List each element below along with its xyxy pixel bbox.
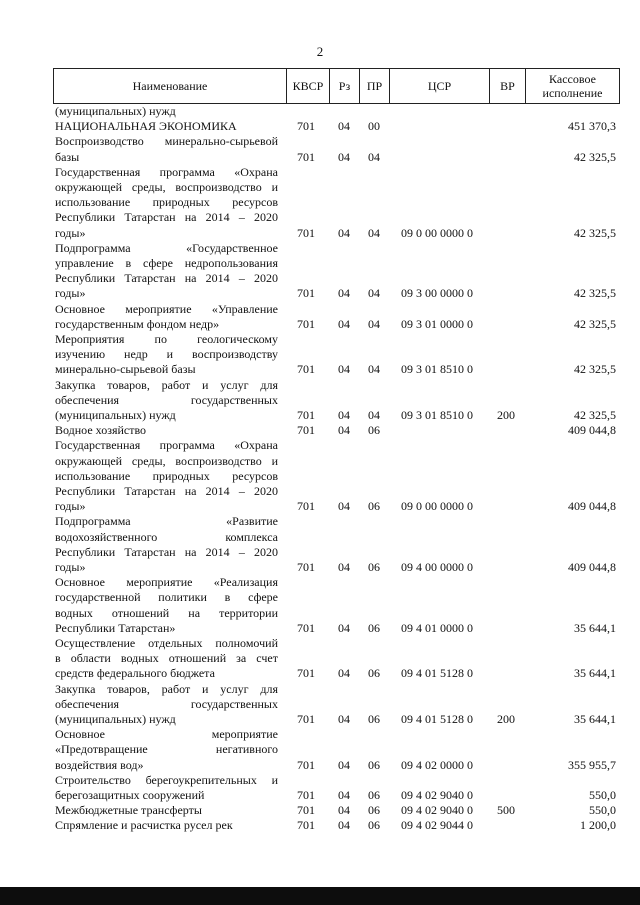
row-name-line: Государственная программа «Охрана	[55, 438, 278, 453]
table-row	[0, 423, 640, 438]
row-rz: 04	[338, 286, 350, 301]
row-name-line: в области водных отношений за счет	[55, 651, 278, 666]
row-kvsr: 701	[297, 423, 315, 438]
row-name	[55, 241, 278, 302]
row-name	[55, 636, 278, 682]
table-row	[0, 773, 640, 803]
row-name-line: использование природных ресурсов	[55, 468, 278, 483]
row-name-line: (муниципальных) нужд	[55, 104, 176, 118]
row-name-line: Республики Татарстан на 2014 – 2020	[55, 483, 278, 498]
table-row	[0, 378, 640, 424]
row-rz: 04	[338, 757, 350, 772]
row-name-line: Государственная программа «Охрана	[55, 164, 278, 179]
table-row	[0, 818, 640, 833]
table-header	[53, 68, 620, 104]
row-name	[55, 104, 278, 119]
row-pr: 06	[368, 620, 380, 635]
row-sum: 409 044,8	[568, 499, 616, 514]
row-pr: 06	[368, 499, 380, 514]
row-name-line: годы»	[55, 286, 86, 301]
row-pr: 00	[368, 119, 380, 134]
row-kvsr: 701	[297, 225, 315, 240]
header-sum	[526, 69, 620, 104]
row-pr: 06	[368, 757, 380, 772]
header-csr: ЦСР	[390, 69, 490, 104]
row-name-line: годы»	[55, 225, 86, 240]
row-name	[55, 119, 278, 134]
row-kvsr: 701	[297, 757, 315, 772]
row-sum: 451 370,3	[568, 119, 616, 134]
row-name-line: базы	[55, 149, 80, 164]
scan-bottom-edge	[0, 887, 640, 905]
header-rz: Рз	[330, 69, 360, 104]
row-name-line: государственной политики в сфере	[55, 590, 278, 605]
row-sum: 42 325,5	[574, 407, 616, 422]
row-name-line: Республики Татарстан на 2014 – 2020	[55, 210, 278, 225]
row-pr: 06	[368, 803, 380, 818]
row-rz: 04	[338, 711, 350, 726]
row-rz: 04	[338, 499, 350, 514]
row-name	[55, 575, 278, 636]
row-name-line: НАЦИОНАЛЬНАЯ ЭКОНОМИКА	[55, 119, 237, 134]
table-row	[0, 575, 640, 636]
row-vr: 500	[497, 803, 515, 818]
table-row	[0, 302, 640, 332]
row-csr: 09 4 02 9040 0	[401, 803, 473, 818]
row-name-line: изучению недр и воспроизводству	[55, 347, 278, 362]
row-sum: 550,0	[589, 803, 616, 818]
row-name	[55, 423, 278, 438]
row-name-line: Подпрограмма «Развитие	[55, 514, 278, 529]
row-kvsr: 701	[297, 149, 315, 164]
row-csr: 09 4 02 9040 0	[401, 787, 473, 802]
row-sum: 42 325,5	[574, 362, 616, 377]
row-name-line: Основное мероприятие «Управление	[55, 301, 278, 316]
row-kvsr: 701	[297, 818, 315, 833]
row-csr: 09 4 01 5128 0	[401, 711, 473, 726]
table-row	[0, 165, 640, 241]
row-name-line: берегозащитных сооружений	[55, 787, 205, 802]
row-name-line: (муниципальных) нужд	[55, 407, 176, 422]
row-rz: 04	[338, 787, 350, 802]
row-name	[55, 134, 278, 164]
row-name-line: Закупка товаров, работ и услуг для	[55, 377, 278, 392]
row-name-line: водохозяйственного комплекса	[55, 529, 278, 544]
row-vr: 200	[497, 711, 515, 726]
header-kvsr: КВСР	[287, 69, 330, 104]
table-row	[0, 104, 640, 119]
row-pr: 04	[368, 362, 380, 377]
row-rz: 04	[338, 620, 350, 635]
row-kvsr: 701	[297, 559, 315, 574]
row-rz: 04	[338, 818, 350, 833]
row-kvsr: 701	[297, 119, 315, 134]
row-name-line: водных отношений на территории	[55, 605, 278, 620]
row-name-line: минерально-сырьевой базы	[55, 362, 196, 377]
row-pr: 06	[368, 711, 380, 726]
table-row	[0, 803, 640, 818]
row-sum: 42 325,5	[574, 149, 616, 164]
row-rz: 04	[338, 803, 350, 818]
row-name	[55, 818, 278, 833]
header-sum-line1: Кассовое	[549, 72, 596, 86]
row-pr: 06	[368, 787, 380, 802]
row-pr: 04	[368, 225, 380, 240]
row-name	[55, 165, 278, 241]
row-kvsr: 701	[297, 316, 315, 331]
row-name	[55, 773, 278, 803]
row-sum: 1 200,0	[580, 818, 616, 833]
row-name-line: Подпрограмма «Государственное	[55, 240, 278, 255]
row-sum: 550,0	[589, 787, 616, 802]
row-csr: 09 4 01 0000 0	[401, 620, 473, 635]
page-number: 2	[316, 44, 324, 59]
header-sum-line2: исполнение	[542, 86, 603, 100]
table-row	[0, 636, 640, 682]
row-rz: 04	[338, 559, 350, 574]
row-name	[55, 438, 278, 514]
row-rz: 04	[338, 407, 350, 422]
row-kvsr: 701	[297, 407, 315, 422]
row-kvsr: 701	[297, 620, 315, 635]
row-name-line: Мероприятия по геологическому	[55, 331, 278, 346]
row-csr: 09 4 02 0000 0	[401, 757, 473, 772]
header-vr: ВР	[490, 69, 526, 104]
row-pr: 06	[368, 818, 380, 833]
row-kvsr: 701	[297, 499, 315, 514]
row-name-line: Водное хозяйство	[55, 423, 147, 438]
row-name-line: Воспроизводство минерально-сырьевой	[55, 134, 278, 149]
row-name-line: Строительство берегоукрепительных и	[55, 772, 278, 787]
row-pr: 04	[368, 407, 380, 422]
row-csr: 09 0 00 0000 0	[401, 225, 473, 240]
row-name-line: Республики Татарстан»	[55, 620, 176, 635]
table-row	[0, 682, 640, 728]
table-row	[0, 119, 640, 134]
row-name-line: Республики Татарстан на 2014 – 2020	[55, 271, 278, 286]
row-pr: 06	[368, 559, 380, 574]
row-kvsr: 701	[297, 711, 315, 726]
row-kvsr: 701	[297, 666, 315, 681]
row-rz: 04	[338, 666, 350, 681]
row-name	[55, 302, 278, 332]
row-csr: 09 3 01 8510 0	[401, 362, 473, 377]
row-kvsr: 701	[297, 787, 315, 802]
row-kvsr: 701	[297, 362, 315, 377]
row-vr: 200	[497, 407, 515, 422]
row-pr: 04	[368, 286, 380, 301]
row-name-line: Осуществление отдельных полномочий	[55, 635, 278, 650]
row-name-line: государственным фондом недр»	[55, 316, 220, 331]
table-row	[0, 438, 640, 514]
row-name	[55, 332, 278, 378]
row-name-line: управление в сфере недропользования	[55, 255, 278, 270]
row-rz: 04	[338, 119, 350, 134]
row-name-line: Межбюджетные трансферты	[55, 803, 202, 818]
table-body	[0, 104, 640, 833]
row-name-line: окружающей среды, воспроизводство и	[55, 179, 278, 194]
row-name-line: окружающей среды, воспроизводство и	[55, 453, 278, 468]
row-name-line: годы»	[55, 499, 86, 514]
table-row	[0, 332, 640, 378]
row-csr: 09 4 00 0000 0	[401, 559, 473, 574]
row-name	[55, 514, 278, 575]
row-name	[55, 682, 278, 728]
row-csr: 09 3 01 8510 0	[401, 407, 473, 422]
row-name-line: использование природных ресурсов	[55, 195, 278, 210]
row-name-line: обеспечения государственных	[55, 392, 278, 407]
row-kvsr: 701	[297, 803, 315, 818]
row-csr: 09 4 01 5128 0	[401, 666, 473, 681]
row-name	[55, 803, 278, 818]
row-kvsr: 701	[297, 286, 315, 301]
row-name	[55, 727, 278, 773]
row-rz: 04	[338, 149, 350, 164]
row-sum: 42 325,5	[574, 316, 616, 331]
table-row	[0, 241, 640, 302]
row-rz: 04	[338, 423, 350, 438]
row-csr: 09 4 02 9044 0	[401, 818, 473, 833]
row-name-line: годы»	[55, 559, 86, 574]
row-name-line: «Предотвращение негативного	[55, 742, 278, 757]
row-rz: 04	[338, 225, 350, 240]
row-name-line: (муниципальных) нужд	[55, 711, 176, 726]
row-name-line: обеспечения государственных	[55, 696, 278, 711]
row-rz: 04	[338, 362, 350, 377]
row-name	[55, 378, 278, 424]
row-pr: 04	[368, 316, 380, 331]
row-sum: 35 644,1	[574, 620, 616, 635]
table-row	[0, 514, 640, 575]
row-pr: 04	[368, 149, 380, 164]
row-name-line: воздействия вод»	[55, 757, 144, 772]
row-name-line: Основное мероприятие	[55, 727, 278, 742]
row-pr: 06	[368, 423, 380, 438]
row-csr: 09 3 00 0000 0	[401, 286, 473, 301]
row-sum: 355 955,7	[568, 757, 616, 772]
row-rz: 04	[338, 316, 350, 331]
table-row	[0, 134, 640, 164]
header-pr: ПР	[360, 69, 390, 104]
row-sum: 42 325,5	[574, 286, 616, 301]
row-name-line: средств федерального бюджета	[55, 666, 215, 681]
row-sum: 409 044,8	[568, 423, 616, 438]
row-sum: 35 644,1	[574, 711, 616, 726]
row-sum: 42 325,5	[574, 225, 616, 240]
header-name: Наименование	[54, 69, 287, 104]
row-name-line: Закупка товаров, работ и услуг для	[55, 681, 278, 696]
table-row	[0, 727, 640, 773]
row-csr: 09 3 01 0000 0	[401, 316, 473, 331]
row-pr: 06	[368, 666, 380, 681]
row-name-line: Спрямление и расчистка русел рек	[55, 818, 233, 833]
row-sum: 35 644,1	[574, 666, 616, 681]
row-sum: 409 044,8	[568, 559, 616, 574]
row-name-line: Республики Татарстан на 2014 – 2020	[55, 544, 278, 559]
row-csr: 09 0 00 0000 0	[401, 499, 473, 514]
row-name-line: Основное мероприятие «Реализация	[55, 575, 278, 590]
